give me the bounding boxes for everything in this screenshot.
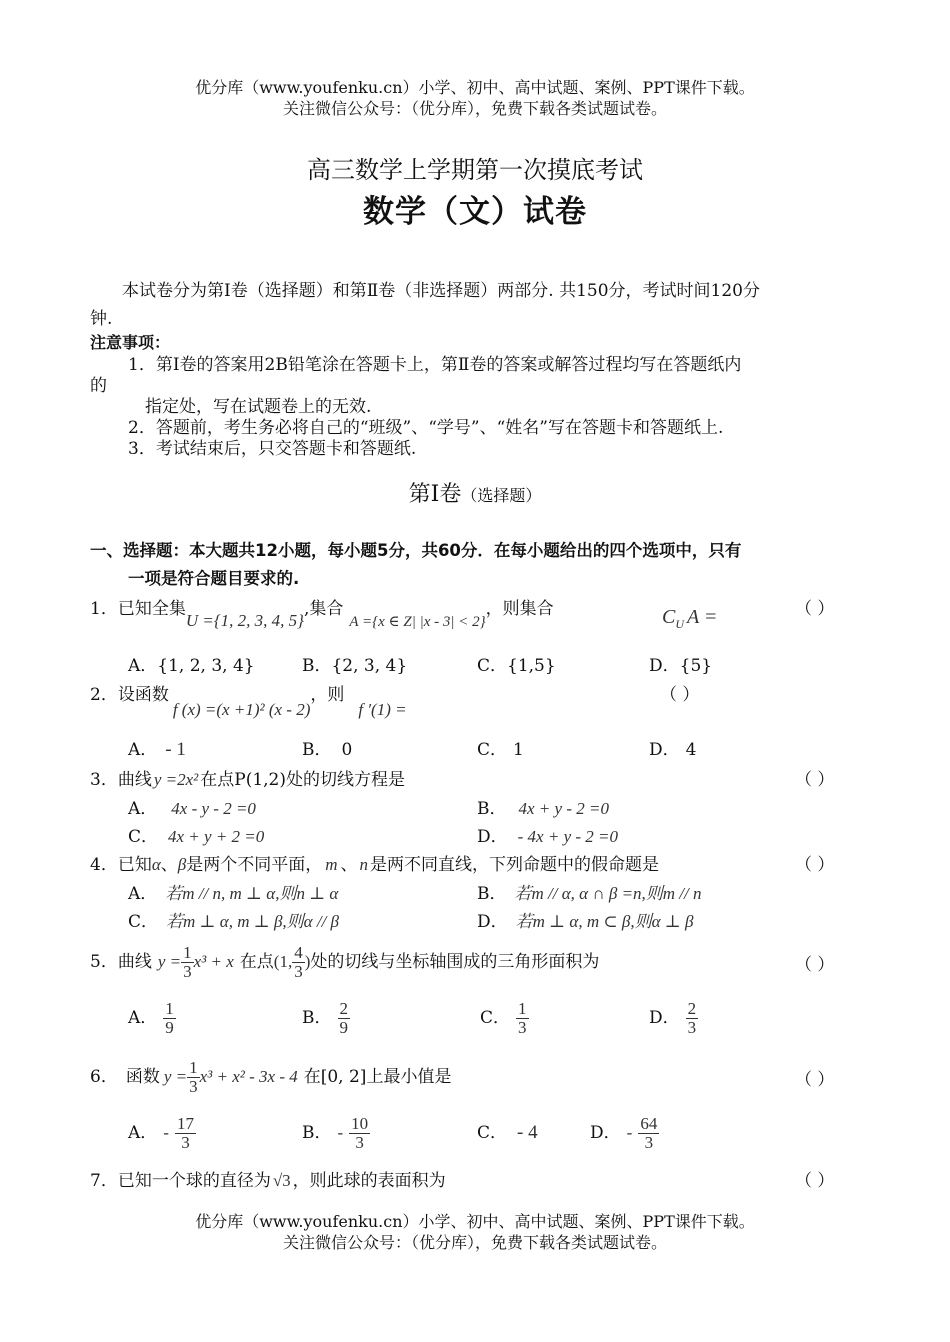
q4-stem <box>90 850 659 875</box>
intro-line-1: 本试卷分为第Ⅰ卷（选择题）和第Ⅱ卷（非选择题）两部分. 共150分，考试时间120分 <box>122 281 760 301</box>
q6-poly: x³ + x² - 3x - 4 <box>199 1067 298 1086</box>
q1-option-a: A．{1, 2, 3, 4} <box>128 656 255 676</box>
q3-number: 3． <box>90 770 118 790</box>
q6-frac <box>187 1059 200 1096</box>
q5-text-1: 曲线 <box>117 952 152 972</box>
q1-answer-paren: （ ） <box>795 599 835 619</box>
q3-option-b-label: B． <box>477 799 507 819</box>
q3-option-a-label: A． <box>128 799 158 819</box>
q2-text-2: ，则 <box>310 685 345 705</box>
q3-option-a-value: 4x - y - 2 =0 <box>171 799 256 818</box>
q6-option-b <box>302 1110 370 1156</box>
header-line-2: 关注微信公众号：（优分库），免费下载各类试题试卷。 <box>282 99 667 118</box>
q5-text-2: 在点 <box>239 952 274 972</box>
q5-option-d-label: D． <box>649 1008 680 1028</box>
q4-beta: β <box>177 855 187 874</box>
part1-title: 第Ⅰ卷 <box>408 482 462 507</box>
q5-option-c-label: C． <box>480 1008 511 1028</box>
q6-frac-den: 3 <box>189 1077 198 1096</box>
q5-text-3: 处的切线与坐标轴围成的三角形面积为 <box>310 952 600 972</box>
exam-title: 高三数学上学期第一次摸底考试 <box>307 156 643 184</box>
q6-option-d-sign: - <box>626 1123 633 1142</box>
q5-frac-2-den: 3 <box>294 962 303 981</box>
exam-subtitle: 数学（文）试卷 <box>363 194 587 230</box>
q7-number: 7． <box>90 1171 118 1191</box>
q2-answer-paren: （ ） <box>660 685 700 705</box>
q1-option-b: B．{2, 3, 4} <box>302 656 408 676</box>
q4-text-1: 已知 <box>117 855 152 875</box>
notice-heading: 注意事项： <box>90 333 171 352</box>
q5-option-d-num: 2 <box>687 999 697 1019</box>
q6-option-b-label: B． <box>302 1123 332 1143</box>
q6-text-2: 在[0, 2]上最小值是 <box>303 1067 452 1087</box>
q3-option-a <box>128 794 256 819</box>
notice-item-3: 3．考试结束后，只交答题卡和答题纸. <box>128 439 417 459</box>
q4-option-a <box>128 879 338 904</box>
notice-item-1-cont: 的 <box>90 376 107 396</box>
q2-option-d-label: D． <box>649 740 680 760</box>
q4-answer-paren: （ ） <box>795 855 835 875</box>
section1-line-2: 一项是符合题目要求的. <box>128 569 300 588</box>
section1-line-1: 一、选择题：本大题共12小题，每小题5分，共60分．在每小题给出的四个选项中，只有 <box>90 541 742 560</box>
q4-option-c-label: C． <box>128 912 159 932</box>
q4-option-a-label: A． <box>128 884 158 904</box>
q6-option-a-num: 17 <box>176 1114 194 1134</box>
q5-frac-1-den: 3 <box>183 962 192 981</box>
part1-subtitle: （选择题） <box>461 486 542 505</box>
q6-option-c <box>477 1110 538 1156</box>
q2-option-a <box>128 735 186 761</box>
notice-item-1: 1．第Ⅰ卷的答案用2B铅笔涂在答题卡上，第Ⅱ卷的答案或解答过程均写在答题纸内 <box>128 355 742 375</box>
q4-option-c <box>128 907 339 932</box>
q2-option-b-label: B． <box>302 740 332 760</box>
q5-answer-paren: （ ） <box>795 955 835 975</box>
q5-point-close: ) <box>304 952 311 971</box>
q6-stem <box>90 1052 451 1102</box>
q5-option-c-den: 3 <box>518 1018 527 1037</box>
q2-text-1: 设函数 <box>117 685 169 705</box>
q1-set-a: A ={x ∈ Z| |x - 3| < 2} <box>349 614 486 630</box>
q1-text-3: ，则集合 <box>485 599 554 619</box>
q6-option-c-value: - 4 <box>517 1122 538 1143</box>
q7-sqrt3: √3 <box>272 1171 291 1190</box>
q5-option-b-den: 9 <box>339 1018 348 1037</box>
q6-option-d-frac <box>638 1115 659 1152</box>
q2-option-c <box>477 735 524 760</box>
q1-stem <box>90 594 554 630</box>
q6-frac-num: 1 <box>189 1058 198 1078</box>
q4-option-d <box>477 907 693 932</box>
footer-line-1: 优分库（www.youfenku.cn）小学、初中、高中试题、案例、PPT课件下载。 <box>195 1212 755 1231</box>
q6-option-d <box>590 1110 659 1156</box>
q1-complement-u: U <box>675 617 685 631</box>
q5-stem <box>90 937 599 987</box>
q6-answer-paren: （ ） <box>795 1070 835 1090</box>
header-line-1: 优分库（www.youfenku.cn）小学、初中、高中试题、案例、PPT课件下载。 <box>195 78 755 97</box>
q1-text-1: 已知全集 <box>117 599 186 619</box>
q5-option-d <box>649 995 698 1041</box>
q6-option-d-den: 3 <box>644 1133 654 1152</box>
q3-stem <box>90 765 405 790</box>
q5-option-a-frac <box>163 1000 176 1037</box>
q4-text-3: 是两个不同平面， <box>186 855 323 875</box>
part1-heading <box>0 477 950 508</box>
q4-option-c-value: 若m ⊥ α, m ⊥ β,则α // β <box>166 912 340 931</box>
q5-frac-2 <box>292 944 305 981</box>
q5-option-d-frac <box>686 1000 699 1037</box>
q6-option-a-frac <box>175 1115 196 1152</box>
q4-option-b-label: B． <box>477 884 507 904</box>
q3-option-d <box>477 822 618 847</box>
q1-complement-c: C <box>662 606 676 628</box>
q6-option-b-den: 3 <box>355 1133 364 1152</box>
q5-option-a-den: 9 <box>165 1018 174 1037</box>
notice-item-1-tail: 指定处，写在试题卷上的无效. <box>145 397 372 417</box>
q5-frac-2-num: 4 <box>294 943 303 963</box>
q2-option-d-value: 4 <box>685 740 697 760</box>
q7-stem <box>90 1166 446 1191</box>
q2-option-d <box>649 735 696 760</box>
q5-option-a-label: A． <box>128 1008 158 1028</box>
intro-line-2: 钟. <box>90 309 113 329</box>
q6-option-b-frac <box>349 1115 370 1152</box>
q5-option-c-frac <box>516 1000 529 1037</box>
q6-option-d-num: 64 <box>640 1114 658 1134</box>
q2-stem <box>90 680 407 719</box>
q2-derivative: f ′(1) = <box>358 700 407 719</box>
q4-alpha: α <box>151 855 161 874</box>
q1-set-u: U ={1, 2, 3, 4, 5} <box>185 611 304 630</box>
q5-option-b-label: B． <box>302 1008 332 1028</box>
q3-option-d-label: D． <box>477 827 508 847</box>
q5-point-open: (1, <box>273 952 293 971</box>
q1-option-c: C．{1,5} <box>477 656 556 676</box>
q2-option-a-value: - 1 <box>165 739 186 760</box>
q6-option-b-sign: - <box>337 1123 344 1142</box>
q3-option-c-value: 4x + y + 2 =0 <box>168 827 265 846</box>
footer-line-2: 关注微信公众号：（优分库），免费下载各类试题试卷。 <box>282 1233 667 1252</box>
q5-frac-1-num: 1 <box>183 943 192 963</box>
q5-option-c-num: 1 <box>518 999 527 1019</box>
q5-option-a <box>128 995 176 1041</box>
q4-option-d-value: 若m ⊥ α, m ⊂ β,则α ⊥ β <box>515 912 694 931</box>
q2-option-c-value: 1 <box>513 740 524 760</box>
q1-text-2: ,集合 <box>303 599 344 619</box>
q5-option-c <box>480 995 529 1041</box>
q5-frac-1 <box>181 944 194 981</box>
q3-curve: y =2x² <box>153 770 199 789</box>
q3-option-d-value: - 4x + y - 2 =0 <box>517 827 618 846</box>
q3-answer-paren: （ ） <box>795 770 835 790</box>
q5-option-a-num: 1 <box>165 999 174 1019</box>
q6-option-b-num: 10 <box>351 1114 369 1134</box>
q4-m: m <box>325 855 338 874</box>
q6-option-d-label: D． <box>590 1123 621 1143</box>
q4-text-2: 、 <box>160 855 178 875</box>
q6-y: y = <box>163 1067 188 1086</box>
q5-poly: x³ + x <box>193 952 234 971</box>
q6-text-1: 函数 <box>125 1067 160 1087</box>
q4-n: n <box>359 855 369 874</box>
q4-option-b-value: 若m // α, α ∩ β =n,则m // n <box>514 884 702 903</box>
q4-text-4: 、 <box>340 855 358 875</box>
q1-number: 1． <box>90 599 118 619</box>
q2-option-a-label: A． <box>128 740 158 760</box>
q5-option-b-num: 2 <box>339 999 348 1019</box>
q4-option-a-value: 若m // n, m ⊥ α,则n ⊥ α <box>165 884 339 903</box>
q5-option-d-den: 3 <box>687 1018 697 1037</box>
q6-option-a-label: A． <box>128 1123 158 1143</box>
q2-option-b <box>302 735 352 760</box>
q6-option-a-sign: - <box>163 1123 169 1142</box>
q3-text-2: 在点P(1,2)处的切线方程是 <box>200 770 405 790</box>
q3-option-c <box>128 822 264 847</box>
q2-number: 2． <box>90 685 118 705</box>
q1-complement <box>662 604 717 632</box>
q4-text-5: 是两不同直线，下列命题中的假命题是 <box>370 855 660 875</box>
q3-text-1: 曲线 <box>117 770 152 790</box>
q4-option-b <box>477 879 702 904</box>
q1-complement-a: A = <box>687 606 718 628</box>
q3-option-b <box>477 794 609 819</box>
q6-option-c-label: C． <box>477 1123 508 1143</box>
q7-answer-paren: （ ） <box>795 1171 835 1191</box>
q5-option-b <box>302 995 350 1041</box>
q7-text-1: 已知一个球的直径为 <box>117 1171 271 1191</box>
q3-option-b-value: 4x + y - 2 =0 <box>518 799 609 818</box>
q3-option-c-label: C． <box>128 827 159 847</box>
q5-option-b-frac <box>338 1000 351 1037</box>
q1-option-d: D．{5} <box>649 656 713 676</box>
q7-text-2: ，则此球的表面积为 <box>292 1171 446 1191</box>
q2-option-c-label: C． <box>477 740 508 760</box>
q4-option-d-label: D． <box>477 912 508 932</box>
q6-option-a-den: 3 <box>181 1133 190 1152</box>
notice-item-2: 2．答题前，考生务必将自己的“班级”、“学号”、“姓名”写在答题卡和答题纸上. <box>128 418 724 438</box>
q6-number: 6． <box>90 1067 118 1087</box>
q2-function: f (x) =(x +1)² (x - 2) <box>172 700 311 719</box>
q5-number: 5． <box>90 952 118 972</box>
q6-option-a <box>128 1110 196 1156</box>
q2-option-b-value: 0 <box>341 740 353 760</box>
q4-number: 4． <box>90 855 118 875</box>
q5-y: y = <box>157 952 182 971</box>
